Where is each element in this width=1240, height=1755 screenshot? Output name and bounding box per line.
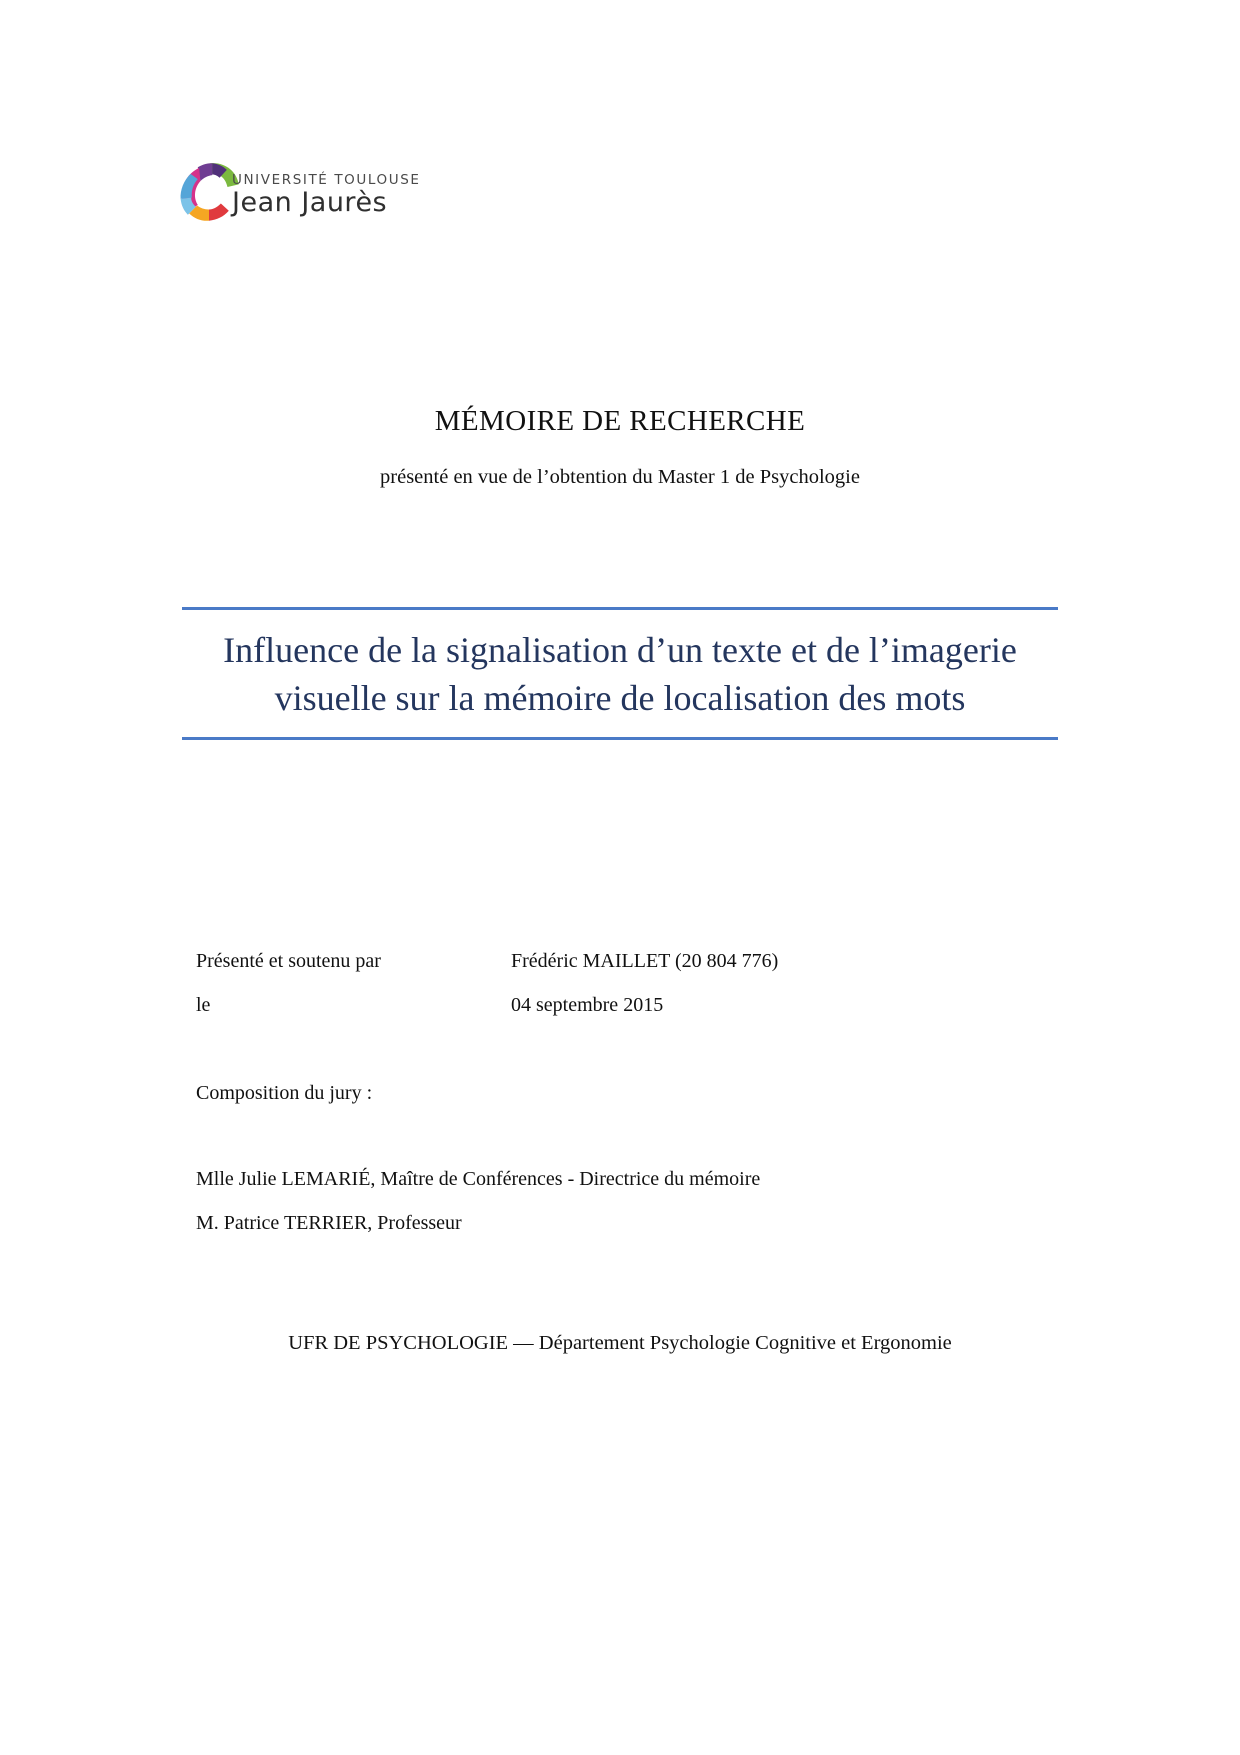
meta-row xyxy=(196,950,1026,973)
document-subtitle: présenté en vue de l’obtention du Master 1 de Psychologie xyxy=(380,466,860,488)
logo-line-name: Jean Jaurès xyxy=(232,187,388,218)
logo-wordmark xyxy=(232,172,421,218)
title-rule-bottom xyxy=(182,737,1058,740)
meta-value-date: 04 septembre 2015 xyxy=(511,994,664,1016)
presentation-meta xyxy=(196,950,1026,1038)
jury-heading: Composition du jury : xyxy=(196,1082,373,1104)
logo-line-university: UNIVERSITÉ TOULOUSE xyxy=(232,172,421,188)
jury-list xyxy=(196,1168,760,1256)
meta-label-date: le xyxy=(196,994,211,1016)
university-logo xyxy=(176,158,506,228)
footer-department: UFR DE PSYCHOLOGIE — Département Psychologie Cognitive et Ergonomie xyxy=(288,1332,952,1354)
document-kind: MÉMOIRE DE RECHERCHE xyxy=(434,405,806,437)
jury-member: Mlle Julie LEMARIÉ, Maître de Conférences - Directrice du mémoire xyxy=(196,1168,761,1190)
meta-row xyxy=(196,994,1026,1017)
meta-value-author: Frédéric MAILLET (20 804 776) xyxy=(511,950,779,972)
page-title: Influence de la signalisation d’un texte et de l’imagerie visuelle sur la mémoire de localisation des mots xyxy=(223,630,1017,718)
meta-label-presented-by: Présenté et soutenu par xyxy=(196,950,381,972)
title-block xyxy=(182,607,1058,740)
jury-member: M. Patrice TERRIER, Professeur xyxy=(196,1212,462,1234)
